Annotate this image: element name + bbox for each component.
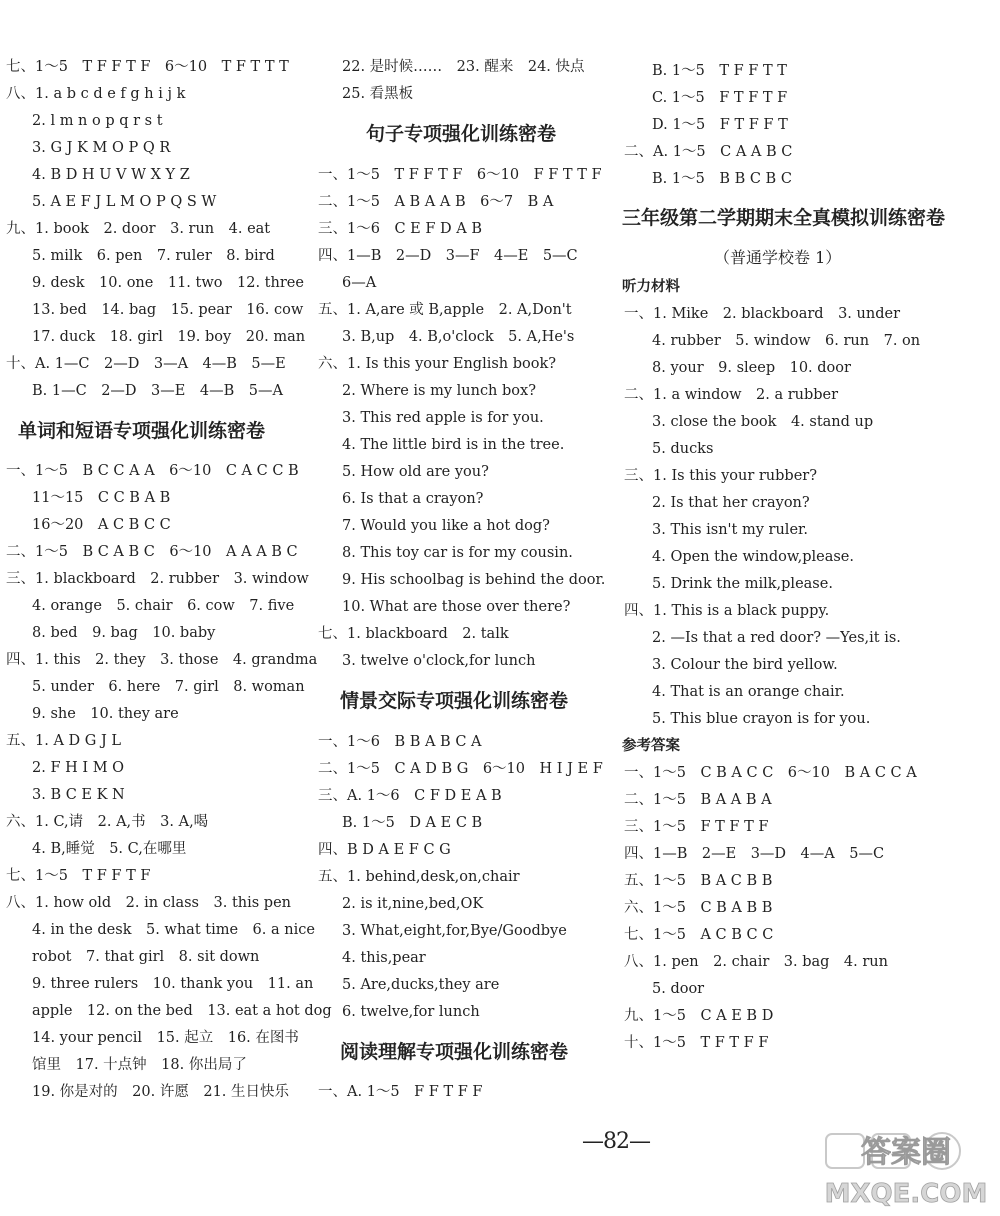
answer-line: 9. she 10. they are xyxy=(32,706,179,722)
answer-line: 8. your 9. sleep 10. door xyxy=(652,360,851,376)
answer-line: 二、1～5 C A D B G 6～10 H I J E F xyxy=(318,761,603,777)
answer-line: 8. This toy car is for my cousin. xyxy=(342,545,573,561)
answer-line: B. 1～5 T F F T T xyxy=(652,63,787,79)
answer-line: 七、1～5 T F F T F 6～10 T F T T T xyxy=(6,59,289,75)
answer-line: 6—A xyxy=(342,275,377,291)
answer-line: 11～15 C C B A B xyxy=(32,490,171,506)
answer-line: 4. The little bird is in the tree. xyxy=(342,437,565,453)
answer-line: 九、1. book 2. door 3. run 4. eat xyxy=(6,221,271,237)
answer-line: 二、1～5 B A A B A xyxy=(624,792,772,808)
answer-line: 2. F H I M O xyxy=(32,760,125,776)
watermark-logo-text: 答案圈 xyxy=(861,1135,951,1170)
answer-line: 9. desk 10. one 11. two 12. three xyxy=(32,275,304,291)
answer-line: 7. Would you like a hot dog? xyxy=(342,518,550,534)
answer-line: 二、1～5 B C A B C 6～10 A A A B C xyxy=(6,544,298,560)
answer-line: 25. 看黑板 xyxy=(342,86,414,102)
answer-line: 4. rubber 5. window 6. run 7. on xyxy=(652,333,921,349)
answer-line: 17. duck 18. girl 19. boy 20. man xyxy=(32,329,306,345)
section-heading: 情景交际专项强化训练密卷 xyxy=(340,690,569,712)
answer-line: 2. Where is my lunch box? xyxy=(342,383,536,399)
answer-line: 4. orange 5. chair 6. cow 7. five xyxy=(32,598,295,614)
answer-line: 3. B C E K N xyxy=(32,787,125,803)
answer-line: 5. ducks xyxy=(652,441,714,457)
answer-line: 4. B,睡觉 5. C,在哪里 xyxy=(32,841,187,857)
watermark-logo-icon xyxy=(818,1130,994,1210)
section-heading: 阅读理解专项强化训练密卷 xyxy=(340,1041,569,1063)
answer-line: 四、1. This is a black puppy. xyxy=(624,603,830,619)
answer-line: 六、1. C,请 2. A,书 3. A,喝 xyxy=(6,814,209,830)
answer-line: C. 1～5 F T F T F xyxy=(652,90,788,106)
answer-line: 3. What,eight,for,Bye/Goodbye xyxy=(342,923,567,939)
section-heading: 单词和短语专项强化训练密卷 xyxy=(18,420,266,442)
answer-line: 五、1. behind,desk,on,chair xyxy=(318,869,520,885)
answer-line: 22. 是时候…… 23. 醒来 24. 快点 xyxy=(342,59,585,75)
answer-line: 5. Are,ducks,they are xyxy=(342,977,500,993)
answer-line: 三、1. Is this your rubber? xyxy=(624,468,817,484)
answer-line: 五、1. A,are 或 B,apple 2. A,Don't xyxy=(318,302,572,318)
answer-line: 五、1. A D G J L xyxy=(6,733,122,749)
answer-line: 七、1～5 A C B C C xyxy=(624,927,774,943)
answer-line: 六、1～5 C B A B B xyxy=(624,900,773,916)
answer-line: 10. What are those over there? xyxy=(342,599,571,615)
answer-line: 5. under 6. here 7. girl 8. woman xyxy=(32,679,305,695)
answer-line: 5. How old are you? xyxy=(342,464,489,480)
answer-line: 3. close the book 4. stand up xyxy=(652,414,874,430)
answer-line: 二、A. 1～5 C A A B C xyxy=(624,144,793,160)
answer-line: 2. —Is that a red door? —Yes,it is. xyxy=(652,630,901,646)
answer-line: 3. B,up 4. B,o'clock 5. A,He's xyxy=(342,329,575,345)
answer-line: 9. His schoolbag is behind the door. xyxy=(342,572,606,588)
answer-line: 8. bed 9. bag 10. baby xyxy=(32,625,216,641)
answer-line: 13. bed 14. bag 15. pear 16. cow xyxy=(32,302,304,318)
answer-line: 十、A. 1—C 2—D 3—A 4—B 5—E xyxy=(6,356,286,372)
answer-line: 14. your pencil 15. 起立 16. 在图书 xyxy=(32,1030,299,1046)
answer-line: 七、1. blackboard 2. talk xyxy=(318,626,509,642)
answer-line: 4. Open the window,please. xyxy=(652,549,854,565)
answer-line: 二、1～5 A B A A B 6～7 B A xyxy=(318,194,554,210)
answer-line: 2. is it,nine,bed,OK xyxy=(342,896,484,912)
answer-line: 5. Drink the milk,please. xyxy=(652,576,833,592)
answer-line: 十、1～5 T F T F F xyxy=(624,1035,769,1051)
answer-line: 6. twelve,for lunch xyxy=(342,1004,480,1020)
answer-line: 四、B D A E F C G xyxy=(318,842,451,858)
answer-line: 四、1—B 2—E 3—D 4—A 5—C xyxy=(624,846,885,862)
answer-line: 八、1. a b c d e f g h i j k xyxy=(6,86,186,102)
answer-line: 9. three rulers 10. thank you 11. an xyxy=(32,976,314,992)
answer-line: 5. A E F J L M O P Q S W xyxy=(32,194,217,210)
answer-line: B. 1—C 2—D 3—E 4—B 5—A xyxy=(32,383,283,399)
answer-line: robot 7. that girl 8. sit down xyxy=(32,949,260,965)
answer-line: 2. l m n o p q r s t xyxy=(32,113,163,129)
watermark-site: MXQE.COM xyxy=(824,1179,988,1209)
exam-heading: 三年级第二学期期末全真模拟训练密卷 xyxy=(622,207,946,229)
page-number: —82— xyxy=(582,1129,650,1154)
answer-line: 二、1. a window 2. a rubber xyxy=(624,387,839,403)
answer-line: 5. door xyxy=(652,981,705,997)
answer-line: 六、1. Is this your English book? xyxy=(318,356,557,372)
answer-line: 四、1—B 2—D 3—F 4—E 5—C xyxy=(318,248,578,264)
answer-line: 一、1. Mike 2. blackboard 3. under xyxy=(624,306,900,322)
answer-line: 4. in the desk 5. what time 6. a nice xyxy=(32,922,315,938)
subsection-label: 参考答案 xyxy=(622,738,680,754)
answer-line: 6. Is that a crayon? xyxy=(342,491,484,507)
exam-subtitle: （普通学校卷 1） xyxy=(714,248,842,267)
answer-line: B. 1～5 D A E C B xyxy=(342,815,483,831)
answer-line: 馆里 17. 十点钟 18. 你出局了 xyxy=(32,1057,247,1073)
answer-line: 19. 你是对的 20. 许愿 21. 生日快乐 xyxy=(32,1084,290,1100)
subsection-label: 听力材料 xyxy=(622,279,680,295)
answer-line: 一、A. 1～5 F F T F F xyxy=(318,1084,483,1100)
answer-line: 5. This blue crayon is for you. xyxy=(652,711,871,727)
answer-line: 3. This red apple is for you. xyxy=(342,410,544,426)
answer-line: 八、1. how old 2. in class 3. this pen xyxy=(6,895,291,911)
answer-line: 3. Colour the bird yellow. xyxy=(652,657,838,673)
answer-line: 三、1. blackboard 2. rubber 3. window xyxy=(6,571,309,587)
answer-line: B. 1～5 B B C B C xyxy=(652,171,792,187)
section-heading: 句子专项强化训练密卷 xyxy=(366,123,557,145)
answer-line: apple 12. on the bed 13. eat a hot dog xyxy=(32,1003,332,1019)
answer-line: 3. twelve o'clock,for lunch xyxy=(342,653,536,669)
answer-line: 4. this,pear xyxy=(342,950,426,966)
answer-line: 三、1～6 C E F D A B xyxy=(318,221,482,237)
answer-line: 一、1～5 T F F T F 6～10 F F T T F xyxy=(318,167,602,183)
answer-line: 四、1. this 2. they 3. those 4. grandma xyxy=(6,652,318,668)
answer-line: 3. G J K M O P Q R xyxy=(32,140,171,156)
answer-line: 三、1～5 F T F T F xyxy=(624,819,769,835)
answer-line: 4. That is an orange chair. xyxy=(652,684,845,700)
answer-line: 五、1～5 B A C B B xyxy=(624,873,773,889)
answer-line: 三、A. 1～6 C F D E A B xyxy=(318,788,502,804)
answer-line: 5. milk 6. pen 7. ruler 8. bird xyxy=(32,248,275,264)
answer-line: 九、1～5 C A E B D xyxy=(624,1008,774,1024)
answer-line: D. 1～5 F T F F T xyxy=(652,117,788,133)
answer-line: 一、1～5 B C C A A 6～10 C A C C B xyxy=(6,463,299,479)
answer-line: 2. Is that her crayon? xyxy=(652,495,810,511)
answer-line: 3. This isn't my ruler. xyxy=(652,522,808,538)
answer-line: 一、1～5 C B A C C 6～10 B A C C A xyxy=(624,765,917,781)
answer-line: 七、1～5 T F F T F xyxy=(6,868,151,884)
answer-line: 一、1～6 B B A B C A xyxy=(318,734,482,750)
answer-line: 16～20 A C B C C xyxy=(32,517,171,533)
answer-line: 八、1. pen 2. chair 3. bag 4. run xyxy=(624,954,888,970)
answer-line: 4. B D H U V W X Y Z xyxy=(32,167,190,183)
